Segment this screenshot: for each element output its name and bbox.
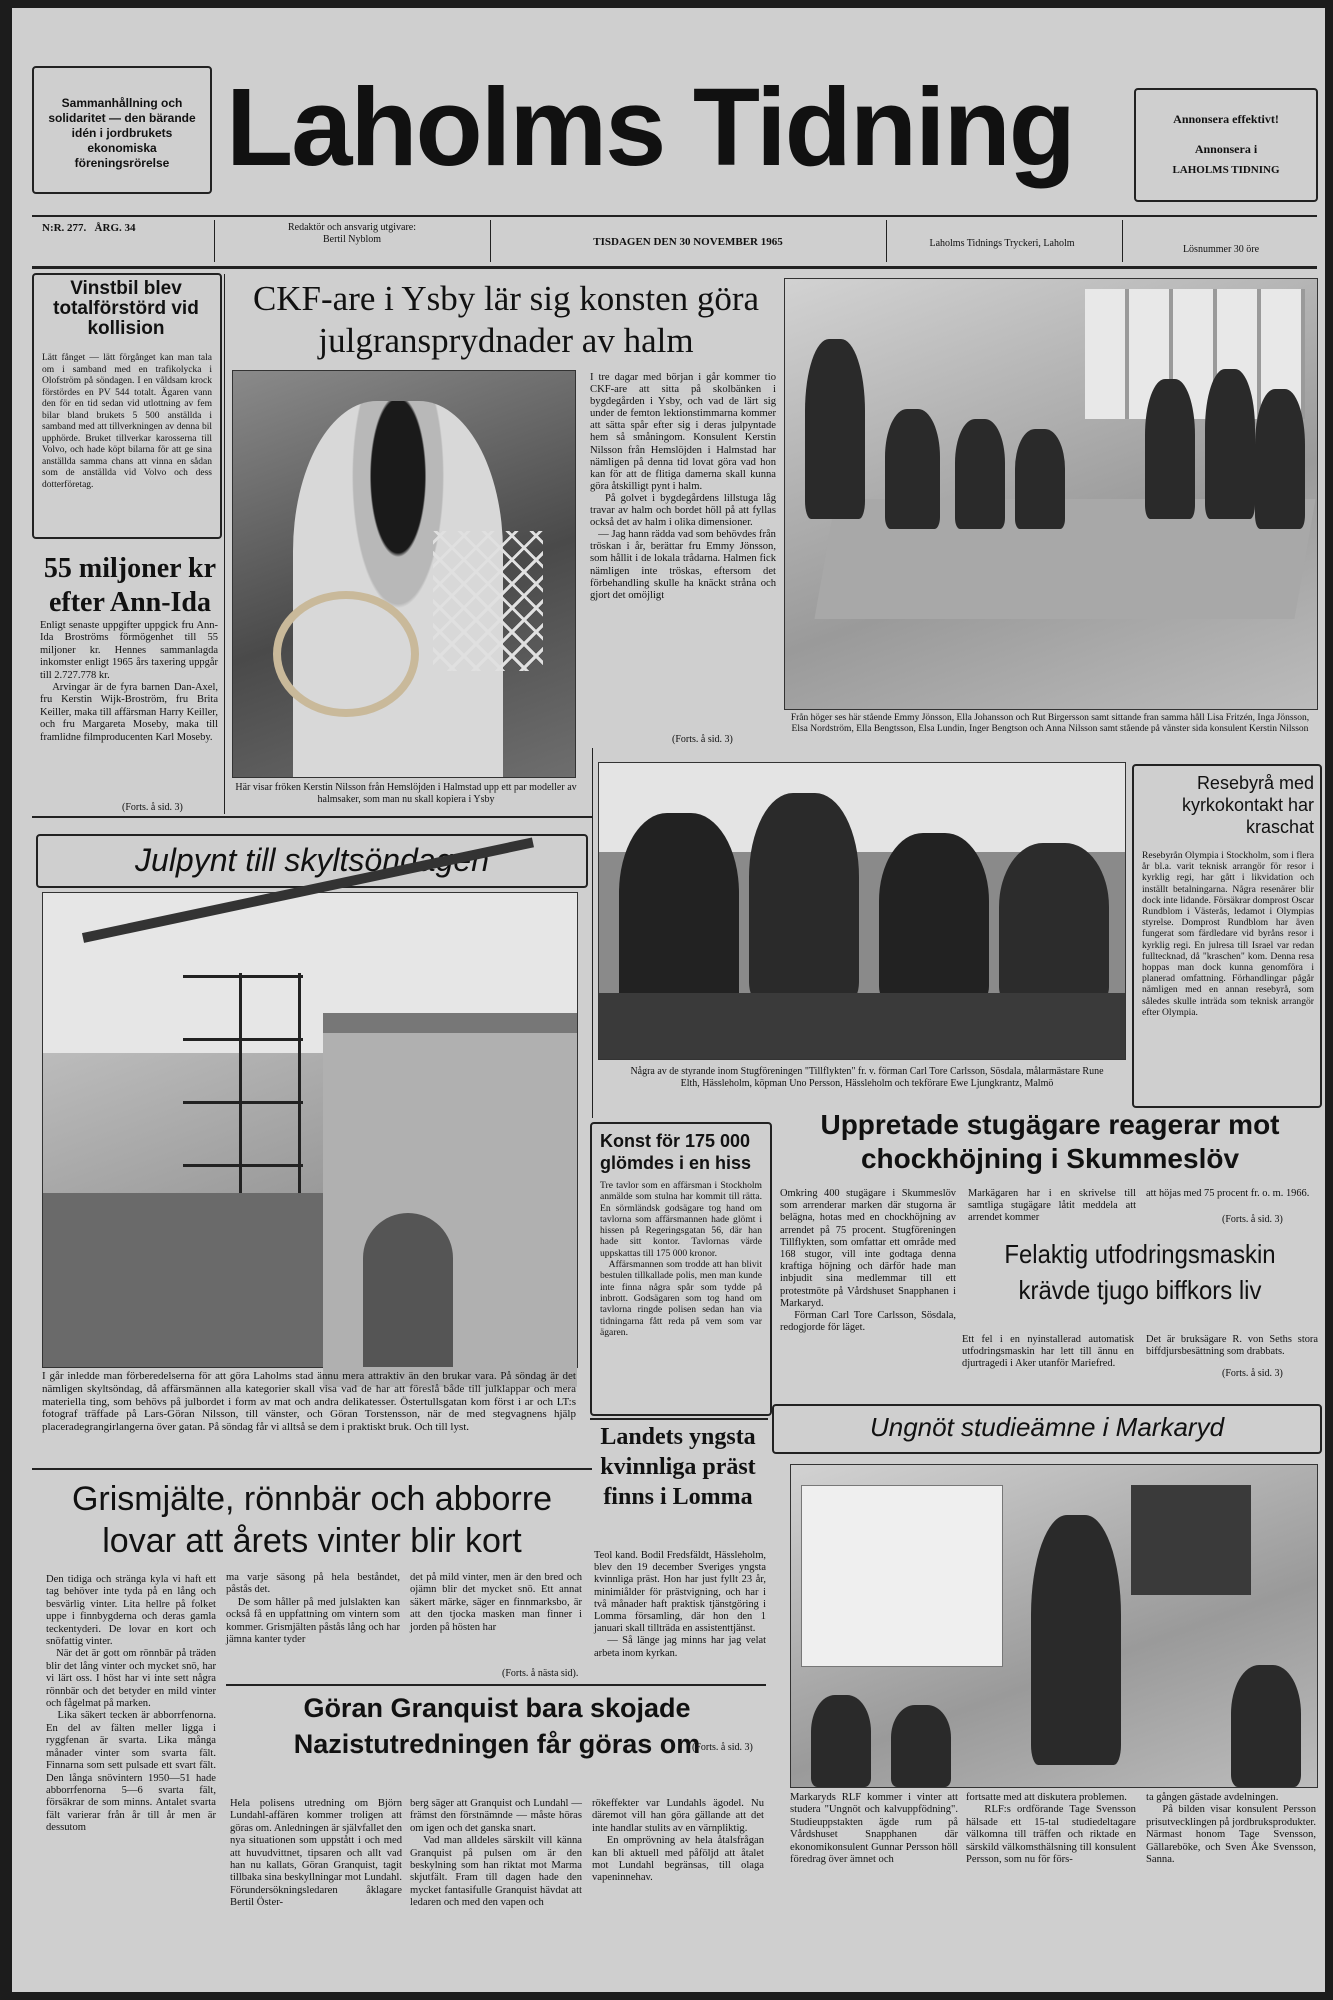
section-rule bbox=[590, 1418, 768, 1420]
man-figure bbox=[999, 843, 1109, 1003]
price-info: Lösnummer 30 öre bbox=[1182, 244, 1260, 255]
printer-info: Laholms Tidnings Tryckeri, Laholm bbox=[929, 238, 1075, 249]
infobar-divider bbox=[214, 220, 215, 262]
ungnot-presentation-photo bbox=[790, 1464, 1318, 1788]
street-decoration-photo bbox=[42, 892, 578, 1368]
audience-figure bbox=[811, 1695, 871, 1787]
granquist-col3: rökeffekter var Lundahls ägodel. Nu däremot vill han göra gällande att det inte handlar stulits av en värnpliktig. En omprövning av hela åtalsfrågan kan bli aktuell med påföljd att åtalet mot Lundahl begränsas, till olaga vapeninnehav. bbox=[592, 1798, 764, 1884]
woman-figure bbox=[955, 419, 1005, 529]
kerstin-photo-caption: Här visar fröken Kerstin Nilsson från Hemslöjden i Halmstad upp ett par modeller av halmsaker, som man nu skall kopiera i Ysby bbox=[235, 782, 577, 805]
section-rule bbox=[32, 816, 592, 818]
felaktig-body-col1: Ett fel i en nyinstallerad automatisk utfodringsmaskin har lett till ännu en djurtragedi i Aker utanför Mariefred. bbox=[962, 1334, 1137, 1370]
grismjalte-col2: ma varje säsong på hela beståndet, påstås det. De som håller på med julslakten kan också få en uppfattning om vintern som kommer. Grismjälten påstås lång och har jämna kanter tyder bbox=[226, 1572, 400, 1646]
ungnot-body-col3: ta gången gästade avdelningen. På bilden visar konsulent Persson prisutvecklingen på jordbruksprodukter. Närmast honom Tage Svensson, Gällareböke, och Sven Åke Svensson, Sanna. bbox=[1146, 1792, 1316, 1866]
vinstbil-headline: Vinstbil blev totalförstörd vid kollision bbox=[53, 278, 199, 339]
man-figure bbox=[879, 833, 989, 1003]
infobar-divider bbox=[1122, 220, 1123, 262]
konst-headline: Konst för 175 000 glömdes i en hiss bbox=[600, 1131, 752, 1173]
julpynt-headline: Julpynt till skyltsöndagen bbox=[135, 842, 489, 878]
kerstin-nilsson-photo bbox=[232, 370, 576, 778]
miljoner-headline: 55 miljoner kr efter Ann-Ida bbox=[43, 553, 217, 618]
grismjalte-continued: (Forts. å nästa sid). bbox=[502, 1668, 579, 1679]
section-rule bbox=[592, 748, 593, 1118]
uppretade-body-col3: att höjas med 75 procent fr. o. m. 1966. bbox=[1146, 1188, 1310, 1199]
landets-headline: Landets yngsta kvinnliga präst finns i Lomma bbox=[600, 1424, 756, 1510]
masthead-right-box bbox=[1134, 88, 1318, 202]
granquist-col1: Hela polisens utredning om Björn Lundahl-affären kommer troligen att göras om. Anledningen är självfallet den nya situationen som uppstått i och med att huvudvittnet, tipsaren och allt vad han nu kallats, Göran Granquist, tagit tillbaka sina beskyllningar mot Lundahl. Förundersökningsledaren åklagare Bertil Öster- bbox=[230, 1798, 405, 1909]
woman-figure bbox=[1015, 429, 1065, 529]
felaktig-body-col2: Det är bruksägare R. von Seths stora biffdjursbesättning som drabbats. bbox=[1146, 1334, 1321, 1358]
stugforening-caption: Några av de styrande inom Stugföreningen "Tillflykten" fr. v. förman Carl Tore Carlsson, Sösdala, målarmästare Rune Elth, Hässleholm, köpman Uno Persson, Hässleholm och tekförare Ewe Ljungkrantz, Malmö bbox=[630, 1066, 1104, 1089]
landets-continued: (Forts. å sid. 3) bbox=[692, 1742, 753, 1753]
ungnot-headline: Ungnöt studieämne i Markaryd bbox=[869, 1412, 1225, 1442]
woman-figure bbox=[885, 409, 940, 529]
man-figure bbox=[619, 813, 739, 1013]
landets-body: Teol kand. Bodil Fredsfäldt, Hässleholm, blev den 19 december Sveriges yngsta kvinnliga präst. Hon har just fyllt 23 år, minimiålder för prästvigning, och har i två månader haft praktisk tjänstgöring i Lomma församling, där hon den 1 januari skall tillträda en assistenttjänst. — Så länge jag minns har jag velat arbeta inom kyrkan. bbox=[594, 1550, 767, 1659]
presenter-figure bbox=[1031, 1515, 1121, 1765]
section-rule bbox=[226, 1684, 766, 1686]
grismjalte-headline: Grismjälte, rönnbär och abborre lovar att årets vinter blir kort bbox=[71, 1480, 552, 1560]
editor-info: Redaktör och ansvarig utgivare: Bertil Nyblom bbox=[287, 222, 416, 245]
infobar-divider bbox=[490, 220, 491, 262]
uppretade-continued: (Forts. å sid. 3) bbox=[1222, 1214, 1283, 1225]
framed-picture bbox=[1131, 1485, 1251, 1595]
column-rule bbox=[224, 274, 225, 814]
ckf-continued: (Forts. å sid. 3) bbox=[672, 734, 733, 745]
woman-figure bbox=[805, 339, 865, 519]
table bbox=[599, 993, 1125, 1059]
audience-figure bbox=[891, 1705, 951, 1787]
infobar-top-rule bbox=[32, 215, 1317, 217]
konst-body: Tre tavlor som en affärsman i Stockholm anmälde som stulna har kommit till rätta. En sörmländsk godsägare tog hand om tavlorna som affärsmannen hade glömt i hissen på Regeringsgatan 56, där han hade sitt kontor. Tavlornas värde uppskattas till 175 000 kronor. Affärsmannen som trodde att han blivit bestulen tillkallade polis, men man kunde inte finna några spår som tydde på inbrott. Godsägaren som tog hand om tavlorna ringde polisen sedan han via tidningarna fått reda på vem som var ägaren. bbox=[600, 1180, 762, 1338]
newspaper-page bbox=[12, 8, 1325, 1992]
ad-slogan-line1: Annonsera effektivt! bbox=[1173, 112, 1279, 126]
granquist-col2: berg säger att Granquist och Lundahl — främst den förstnämnde — måste höras om igen och det ganska snart. Vad man alldeles särskilt vill känna Granquist på pulsen om är den beskylning som han riktat mot Marma skjutfält. Fram till dagen hade den mycket fantasifulle Granquist hävdat att ledaren och med den vapen och bbox=[410, 1798, 582, 1909]
straw-lattice bbox=[433, 531, 543, 671]
issue-date: TISDAGEN DEN 30 NOVEMBER 1965 bbox=[593, 236, 783, 248]
vinstbil-article bbox=[32, 273, 222, 539]
section-rule bbox=[32, 1468, 592, 1470]
uppretade-body-col1: Omkring 400 stugägare i Skummeslöv som arrenderar marken där stugorna är belägna, hotas med en chockhöjning av arrendet på 75 procent. Stugföreningen Tillflykten, som omfattar ett område med 168 stugor, vill inte godtaga denna kraftiga höjning och därför hade man inbjudit sina medlemmar till ett protestmöte på Vårdshuset Snapphanen i Markaryd. Förman Carl Tore Carlsson, Sösdala, redogjorde för läget. bbox=[780, 1188, 956, 1334]
felaktig-headline: Felaktig utfodringsmaskin krävde tjugo biffkors liv bbox=[1004, 1239, 1276, 1305]
man-figure bbox=[749, 793, 859, 1003]
woman-figure bbox=[1255, 389, 1305, 529]
ckf-headline: CKF-are i Ysby lär sig konsten göra julgransprydnader av halm bbox=[252, 279, 760, 360]
resebyra-headline: Resebyrå med kyrkokontakt har kraschat bbox=[1181, 773, 1314, 837]
stugforening-board-photo bbox=[598, 762, 1126, 1060]
felaktig-continued: (Forts. å sid. 3) bbox=[1222, 1368, 1283, 1379]
issue-number: N:R. 277. ÅRG. 34 bbox=[42, 222, 136, 234]
shopfront bbox=[43, 1193, 323, 1367]
uppretade-headline: Uppretade stugägare reagerar mot chockhöjning i Skummeslöv bbox=[820, 1109, 1280, 1174]
audience-figure bbox=[1231, 1665, 1301, 1787]
ungnot-body-col1: Markaryds RLF kommer i vinter att studera "Ungnöt och kalvuppfödning". Studieuppstakten ägde rum på Vårdshuset Snapphanen där ekonomikonsulent Gunnar Persson höll föredrag över ämnet och bbox=[790, 1792, 961, 1866]
archway bbox=[363, 1213, 453, 1367]
grismjalte-col3: det på mild vinter, men är den bred och ojämn blir det mycket snö. Ett annat säkert märke, säger en finnmarksbo, är att den tjocka masken man finner i jorden på hösten har bbox=[410, 1572, 585, 1633]
infobar-divider bbox=[886, 220, 887, 262]
miljoner-body: Enligt senaste uppgifter uppgick fru Ann-Ida Broströms förmögenhet till 55 miljoner kr. Hennes sammanlagda inkomster enligt 1965 års taxering uppgår till 2.727.778 kr. Arvingar är de fyra barnen Dan-Axel, fru Kerstin Wijk-Broström, fru Brita Keiller, maka till affärsman Harry Keiller, och fru Margareta Moseby, maka till framlidne filmproducenten Karl Moseby. bbox=[40, 620, 219, 743]
chart-board bbox=[801, 1485, 1003, 1667]
masthead-left-box bbox=[32, 66, 212, 194]
woman-figure bbox=[1145, 379, 1195, 519]
infobar-bottom-rule bbox=[32, 266, 1317, 269]
ckf-group-photo bbox=[784, 278, 1318, 710]
resebyra-article bbox=[1132, 764, 1322, 1108]
vinstbil-body: Lätt fånget — lätt förgånget kan man tala om i samband med en trafikolycka i Olofström på söndagen. I en våldsam krock förstördes en PV 544 totalt. Ägaren vann den för en tid sedan vid utlottning av fem bilar bland brukets 5 500 anställda i samband med att tillverkningen av denna bil upphörde. Bruket tillverkar karosserna till Volvo, och hade köpt bilarna för att ge sina anställda samma chans att vinna en sådan som de anställda vid Volvo och dess dotterföretag. bbox=[42, 353, 215, 490]
ad-slogan-line3: LAHOLMS TIDNING bbox=[1172, 164, 1280, 176]
ckf-group-caption: Från höger ses här stående Emmy Jönsson, Ella Johansson och Rut Birgersson samt sittande fran samma håll Lisa Fritzén, Inga Jönsson, Elsa Nordström, Ella Bengtsson, Elsa Lundin, Inger Bengtson och Anna Nilsson samt stående på vänster sida konsulent Kerstin Nilsson bbox=[790, 713, 1310, 734]
ungnot-body-col2: fortsatte med att diskutera problemen. RLF:s ordförande Tage Svensson hälsade ett 15-tal studiedeltagare välkomna till träffen och riktade en särskild välkomsthälsning till konsulent Persson, som nu för förs- bbox=[966, 1792, 1136, 1866]
granquist-headline: Göran Granquist bara skojade Nazistutredningen får göras om bbox=[293, 1693, 701, 1759]
miljoner-continued: (Forts. å sid. 3) bbox=[122, 802, 183, 813]
julpynt-caption: I går inledde man förberedelserna för att göra Laholms stad ännu mera attraktiv än den brukar vara. På söndag är det nämligen skyltsöndag, då affärsmännen alla kategorier skall visa vad de har att föreslå både till julklappar och mera materiella ting, som behövs på julbordet i form av mat och andra delikatesser. Östertullsgatan kom först i ar och LT:s fotograf träffade på Lars-Göran Nilsson, till vänster, och Göran Torstensson, när de med stegvagnens hjälp placeradegrangirlangerna över gatan. På söndag får vi alltså se dem i praktiskt bruk. Och till lyst. bbox=[42, 1370, 579, 1434]
konst-article bbox=[590, 1122, 772, 1416]
ungnot-headline-box bbox=[772, 1404, 1322, 1454]
newspaper-title: Laholms Tidning bbox=[226, 66, 1074, 189]
grismjalte-col1: Den tidiga och stränga kyla vi haft ett tag behöver inte tyda på en lång och besvärlig vinter. Lita hellre på folket uppe i finnbygderna och deras gamla teckentyderi. De lovar en kort och snöfattig vinter. När det är gott om rönnbär på träden blir det lång vinter och mycket snö, har vi lärt oss. I höst har vi inte sett några rönnbär och det betyder en mild vinter och fågelmat på marken. Lika säkert tecken är abborrfenorna. En del av fälten meller ligga i ryggfenan är svarta. Lika många månader vinter som svarta fält. Finnarna som sett pulsade ett svart fält. Den långa snövintern 1950—51 hade abborrfenorna 5—6 svarta fält, försäkrar de som minns. Antalet svarta fält varierar från år till år men är dessutom bbox=[46, 1574, 216, 1834]
resebyra-body: Resebyrån Olympia i Stockholm, som i flera år bl.a. varit teknisk arrangör för resor i kyrklig regi, har gått i likvidation och inställt betalningarna. Några resenärer blir dock inte lidande. Försäkrar domprost Oscar Rundblom i Västerås, ledamot i Olympias styrelse. Domprost Rundblom har även fungerat som färdledare vid byråns resor i kyrklig regi. En julresa till Israel var redan fulltecknad, då "kraschen" kom. Denna resa hoppas man dock kunna genomföra i planerad omfattning. Förhandlingar pågår nämligen med en annan resebyrå, som således skulle inträda som teknisk arrangör efter Olympia. bbox=[1142, 850, 1317, 1018]
ad-slogan-line2: Annonsera i bbox=[1194, 142, 1258, 156]
straw-ornament bbox=[273, 591, 419, 717]
woman-figure bbox=[1205, 369, 1255, 519]
slogan-text: Sammanhållning och solidaritet — den bärande idén i jordbrukets ekonomiska föreningsrörelse bbox=[48, 96, 196, 170]
ckf-body: I tre dagar med början i går kommer tio CKF-are att sitta på skolbänken i bygdegården i Ysby, och vad de lärt sig under de femton lektionstimmarna kommer att sätta spår efter sig i deras julpyntade hem så småningom. Konsulent Kerstin Nilsson från Hemslöjden i Halmstad har nämligen på denna tid lovat göra vad hon kan för att de flitiga damerna skall kunna göra åtskilligt pynt i halm. På golvet i bygdegårdens lillstuga låg travar av halm och bordet höll på att fyllas också det av halm i olika dimensioner. — Jag hann rädda vad som behövdes från tröskan i år, berättar fru Emmy Jönsson, som hållit i de lokala trådarna. Halmen fick nämligen inte tröskas, eftersom det förbehandling skulle ha knäckt stråna och gjort det omöjligt bbox=[590, 372, 776, 601]
uppretade-body-col2: Markägaren har i en skrivelse till samtliga stugägare låtit meddela att arrendet kommer bbox=[968, 1188, 1139, 1224]
